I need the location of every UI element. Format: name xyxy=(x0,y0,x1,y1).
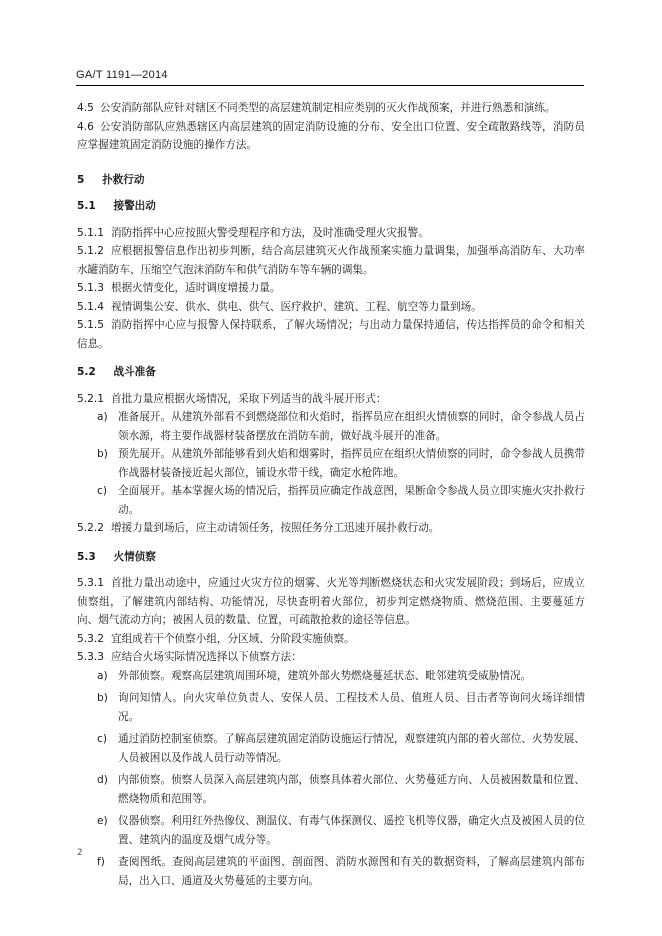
list-item-text: 查阅图纸。查阅高层建筑的平面图、剖面图、消防水源图和有关的数据资料，了解高层建筑内部布局，出入口、通道及火势蔓延的主要方向。 xyxy=(118,856,585,887)
section-number: 5.3 xyxy=(77,550,96,563)
clause-text: 应结合火场实际情况选择以下侦察方法： xyxy=(111,651,302,663)
clause-number: 5.1.3 xyxy=(77,282,104,294)
list-marker: d) xyxy=(97,774,108,786)
page-number: 2 xyxy=(77,848,83,858)
section-5-2-heading xyxy=(77,363,585,382)
clause-5-1-1 xyxy=(77,224,585,243)
clause-text: 首批力量出动途中，应通过火灾方位的烟雾、火光等判断燃烧状态和火灾发展阶段；到场后，应成立侦察组，了解建筑内部结构、功能情况，尽快查明着火部位，初步判定燃烧物质、燃烧范围、主要蔓延方向、烟气流动方向；被困人员的数量、位置，可疏散抢救的途径等信息。 xyxy=(77,577,585,626)
section-number: 5 xyxy=(77,173,85,186)
clause-5-1-5 xyxy=(77,316,585,353)
section-title: 战斗准备 xyxy=(113,366,156,378)
list-item-text: 内部侦察。侦察人员深入高层建筑内部，侦察具体着火部位、火势蔓延方向、人员被困数量和位置、燃烧物质和范围等。 xyxy=(118,774,585,805)
section-5-3-heading xyxy=(77,548,585,567)
clause-text: 根据火情变化，适时调度增援力量。 xyxy=(111,282,281,294)
list-marker: a) xyxy=(97,669,108,682)
clause-text: 应根据报警信息作出初步判断，结合高层建筑灭火作战预案实施力量调集，加强举高消防车、大功率水罐消防车、压缩空气泡沫消防车和供气消防车等车辆的调集。 xyxy=(77,245,585,276)
clause-number: 5.3.2 xyxy=(77,632,104,645)
clause-number: 5.3.3 xyxy=(77,651,104,663)
section-5-1-heading xyxy=(77,197,585,216)
list-marker: c) xyxy=(97,733,107,745)
list-item xyxy=(77,445,585,482)
clause-text: 视情调集公安、供水、供电、供气、医疗救护、建筑、工程、航空等力量到场。 xyxy=(111,300,482,313)
clause-number: 4.6 xyxy=(77,120,94,133)
list-marker: e) xyxy=(97,815,108,827)
clause-text: 宜组成若干个侦察小组，分区域、分阶段实施侦察。 xyxy=(111,632,355,645)
list-item-text: 通过消防控制室侦察。了解高层建筑固定消防设施运行情况，观察建筑内部的着火部位、火势发展、人员被困以及作战人员行动等情况。 xyxy=(118,733,585,764)
document-body xyxy=(77,99,585,890)
section-title: 扑救行动 xyxy=(102,173,145,186)
list-item-text: 仪器侦察。利用红外热像仪、测温仪、有毒气体探测仪、遥控飞机等仪器，确定火点及被困人员的位置、建筑内的温度及烟气成分等。 xyxy=(118,815,585,846)
clause-text: 公安消防部队应熟悉辖区内高层建筑的固定消防设施的分布、安全出口位置、安全疏散路线等，消防员应掌握建筑固定消防设施的操作方法。 xyxy=(77,120,585,151)
list-marker: f) xyxy=(97,856,105,868)
list-item-text: 外部侦察。观察高层建筑周围环境，建筑外部火势燃烧蔓延状态、毗邻建筑受威胁情况。 xyxy=(118,669,532,682)
clause-number: 5.1.2 xyxy=(77,245,104,257)
clause-number: 4.5 xyxy=(77,102,94,114)
section-5-heading xyxy=(77,171,585,190)
clause-text: 消防指挥中心应与报警人保持联系，了解火场情况；与出动力量保持通信，传达指挥员的命令和相关信息。 xyxy=(77,319,585,350)
clause-number: 5.2.1 xyxy=(77,392,104,405)
clause-5-2-2 xyxy=(77,519,585,538)
clause-4-6 xyxy=(77,118,585,155)
list-item-text: 准备展开。从建筑外部看不到燃烧部位和火焰时，指挥员应在组织火情侦察的同时，命令参战人员占领水源，将主要作战器材装备摆放在消防车前，做好战斗展开的准备。 xyxy=(118,411,585,442)
list-marker: c) xyxy=(97,485,107,497)
clause-5-1-2 xyxy=(77,242,585,279)
list-item-text: 全面展开。基本掌握火场的情况后，指挥员应确定作战意图，果断命令参战人员立即实施火灾扑救行动。 xyxy=(118,485,585,516)
clause-number: 5.2.2 xyxy=(77,522,104,534)
clause-text: 增援力量到场后，应主动请领任务，按照任务分工迅速开展扑救行动。 xyxy=(111,522,440,534)
clause-number: 5.1.1 xyxy=(77,226,104,239)
list-item xyxy=(77,482,585,519)
section-number: 5.2 xyxy=(77,366,96,378)
clause-text: 消防指挥中心应按照火警受理程序和方法，及时准确受理火灾报警。 xyxy=(111,226,429,239)
section-number: 5.1 xyxy=(77,200,96,212)
section-title: 接警出动 xyxy=(113,200,156,212)
list-item xyxy=(77,812,585,849)
list-item xyxy=(77,771,585,808)
standard-code: GA/T 1191—2014 xyxy=(76,69,168,81)
list-marker: a) xyxy=(97,411,108,423)
clause-5-1-4 xyxy=(77,298,585,317)
list-marker: b) xyxy=(97,448,108,460)
clause-number: 5.1.4 xyxy=(77,300,104,313)
list-item-text: 询问知情人。向火灾单位负责人、安保人员、工程技术人员、值班人员、目击者等询问火场详细情况。 xyxy=(118,692,585,723)
clause-number: 5.1.5 xyxy=(77,319,104,331)
clause-4-5 xyxy=(77,99,585,118)
section-title: 火情侦察 xyxy=(113,550,156,563)
list-item xyxy=(77,667,585,686)
clause-text: 首批力量应根据火场情况，采取下列适当的战斗展开形式： xyxy=(111,392,387,405)
clause-5-2-1 xyxy=(77,390,585,409)
list-item xyxy=(77,730,585,767)
clause-5-3-3 xyxy=(77,648,585,667)
clause-number: 5.3.1 xyxy=(77,577,104,589)
list-marker: b) xyxy=(97,692,108,704)
list-item xyxy=(77,689,585,726)
header-rule xyxy=(76,85,584,86)
clause-5-3-2 xyxy=(77,630,585,649)
clause-5-1-3 xyxy=(77,279,585,298)
list-item xyxy=(77,853,585,890)
clause-5-3-1 xyxy=(77,574,585,630)
list-item-text: 预先展开。从建筑外部能够看到火焰和烟雾时，指挥员应在组织火情侦察的同时，命令参战人员携带作战器材装备接近起火部位，铺设水带干线，确定水枪阵地。 xyxy=(118,448,585,479)
clause-text: 公安消防部队应针对辖区不同类型的高层建筑制定相应类别的灭火作战预案，并进行熟悉和演练。 xyxy=(100,102,556,114)
list-item xyxy=(77,408,585,445)
